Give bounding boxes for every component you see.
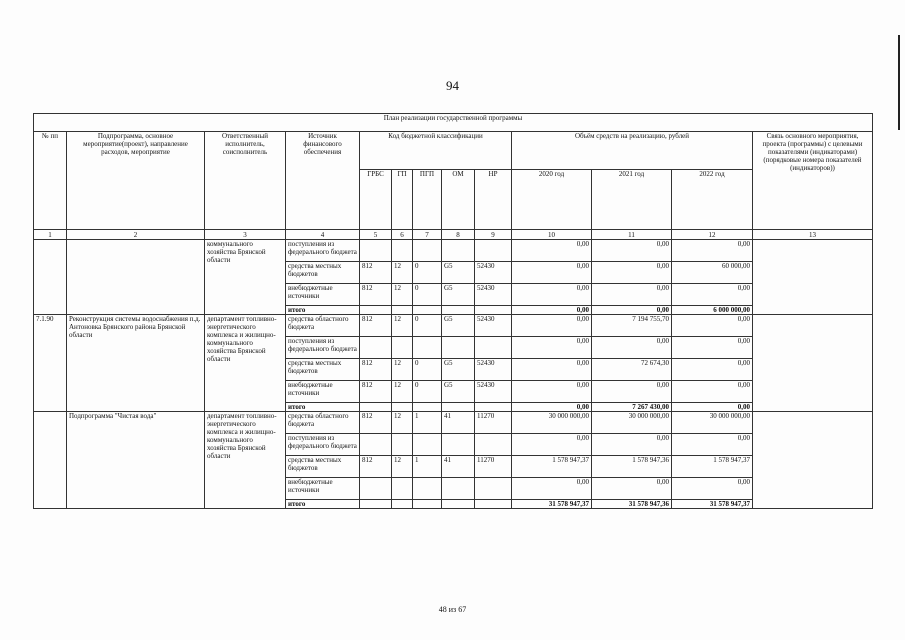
amount-2021: 0,00 xyxy=(592,262,672,284)
header-pgp: ПГП xyxy=(413,170,442,230)
amount-2022: 30 000 000,00 xyxy=(672,412,753,434)
grbs-cell: 812 xyxy=(360,315,392,337)
header-source: Источник финансового обеспечения xyxy=(286,132,360,230)
gp-cell: 12 xyxy=(392,262,413,284)
nr-cell xyxy=(475,403,512,412)
header-budget-code: Код бюджетной классификации xyxy=(360,132,512,170)
om-cell xyxy=(442,306,475,315)
nr-cell: 52430 xyxy=(475,381,512,403)
page-footer: 48 из 67 xyxy=(438,605,467,614)
grbs-cell: 812 xyxy=(360,456,392,478)
pgp-cell xyxy=(413,403,442,412)
column-number: 12 xyxy=(672,230,753,240)
amount-2020: 0,00 xyxy=(512,315,592,337)
row-number: 7.1.90 xyxy=(34,315,67,412)
amount-2021: 7 194 755,70 xyxy=(592,315,672,337)
funding-source: внебюджетные источники xyxy=(286,381,360,403)
amount-2021: 30 000 000,00 xyxy=(592,412,672,434)
amount-2021: 7 267 430,00 xyxy=(592,403,672,412)
column-number: 3 xyxy=(205,230,286,240)
header-2022: 2022 год xyxy=(672,170,753,230)
funding-source: средства местных бюджетов xyxy=(286,262,360,284)
pgp-cell: 0 xyxy=(413,381,442,403)
column-number: 4 xyxy=(286,230,360,240)
amount-2021: 0,00 xyxy=(592,240,672,262)
amount-2021: 0,00 xyxy=(592,434,672,456)
om-cell xyxy=(442,434,475,456)
amount-2022: 31 578 947,37 xyxy=(672,500,753,509)
amount-2021: 31 578 947,36 xyxy=(592,500,672,509)
nr-cell: 52430 xyxy=(475,315,512,337)
nr-cell: 11270 xyxy=(475,456,512,478)
om-cell: 41 xyxy=(442,456,475,478)
funding-source: итого xyxy=(286,500,360,509)
nr-cell xyxy=(475,240,512,262)
amount-2022: 0,00 xyxy=(672,434,753,456)
nr-cell xyxy=(475,337,512,359)
subprogram-cell: Реконструкция системы водоснабжения п.д. Антоновка Брянского района Брянской области xyxy=(67,315,205,412)
header-num: № пп xyxy=(34,132,67,230)
nr-cell xyxy=(475,478,512,500)
indicator-link-cell xyxy=(753,412,873,509)
om-cell xyxy=(442,403,475,412)
amount-2020: 0,00 xyxy=(512,478,592,500)
amount-2020: 0,00 xyxy=(512,359,592,381)
pgp-cell xyxy=(413,434,442,456)
nr-cell: 52430 xyxy=(475,284,512,306)
header-gp: ГП xyxy=(392,170,413,230)
column-number: 2 xyxy=(67,230,205,240)
amount-2022: 0,00 xyxy=(672,240,753,262)
funding-source: средства местных бюджетов xyxy=(286,359,360,381)
gp-cell xyxy=(392,434,413,456)
funding-source: итого xyxy=(286,403,360,412)
header-row-1 xyxy=(34,132,873,170)
responsible-cell: департамент топливно-энергетического комплекса и жилищно-коммунального хозяйства Брянской области xyxy=(205,412,286,509)
pgp-cell xyxy=(413,500,442,509)
amount-2022: 0,00 xyxy=(672,381,753,403)
funding-source: итого xyxy=(286,306,360,315)
column-number: 11 xyxy=(592,230,672,240)
column-number: 8 xyxy=(442,230,475,240)
gp-cell xyxy=(392,240,413,262)
indicator-link-cell xyxy=(753,240,873,315)
pgp-cell: 0 xyxy=(413,262,442,284)
amount-2020: 0,00 xyxy=(512,381,592,403)
column-number: 7 xyxy=(413,230,442,240)
funding-source: средства местных бюджетов xyxy=(286,456,360,478)
grbs-cell xyxy=(360,434,392,456)
amount-2021: 1 578 947,36 xyxy=(592,456,672,478)
amount-2021: 0,00 xyxy=(592,284,672,306)
header-link: Связь основного мероприятия, проекта (программы) с целевыми показателями (индикаторами) (порядковые номера показателей (индикаторов)) xyxy=(753,132,873,230)
nr-cell: 52430 xyxy=(475,359,512,381)
amount-2021: 0,00 xyxy=(592,381,672,403)
grbs-cell xyxy=(360,337,392,359)
funding-source: поступления из федерального бюджета xyxy=(286,434,360,456)
funding-source: внебюджетные источники xyxy=(286,478,360,500)
amount-2022: 6 000 000,00 xyxy=(672,306,753,315)
gp-cell: 12 xyxy=(392,284,413,306)
responsible-cell: коммунального хозяйства Брянской области xyxy=(205,240,286,315)
om-cell: G5 xyxy=(442,315,475,337)
amount-2020: 0,00 xyxy=(512,434,592,456)
funding-source: внебюджетные источники xyxy=(286,284,360,306)
column-number: 10 xyxy=(512,230,592,240)
header-2020: 2020 год xyxy=(512,170,592,230)
om-cell: G5 xyxy=(442,381,475,403)
amount-2022: 60 000,00 xyxy=(672,262,753,284)
pgp-cell: 0 xyxy=(413,315,442,337)
header-nr: НР xyxy=(475,170,512,230)
row-number xyxy=(34,240,67,315)
amount-2020: 31 578 947,37 xyxy=(512,500,592,509)
nr-cell: 11270 xyxy=(475,412,512,434)
gp-cell xyxy=(392,478,413,500)
pgp-cell xyxy=(413,337,442,359)
pgp-cell xyxy=(413,306,442,315)
subprogram-cell: Подпрограмма "Чистая вода" xyxy=(67,412,205,509)
nr-cell xyxy=(475,434,512,456)
column-number: 1 xyxy=(34,230,67,240)
funding-source: средства областного бюджета xyxy=(286,315,360,337)
header-volume: Объём средств на реализацию, рублей xyxy=(512,132,753,170)
om-cell xyxy=(442,240,475,262)
gp-cell: 12 xyxy=(392,315,413,337)
pgp-cell: 0 xyxy=(413,284,442,306)
grbs-cell: 812 xyxy=(360,284,392,306)
om-cell xyxy=(442,478,475,500)
gp-cell xyxy=(392,306,413,315)
table-row xyxy=(34,240,873,262)
gp-cell xyxy=(392,337,413,359)
amount-2021: 0,00 xyxy=(592,337,672,359)
om-cell: G5 xyxy=(442,359,475,381)
amount-2020: 30 000 000,00 xyxy=(512,412,592,434)
plan-body xyxy=(34,240,873,509)
amount-2020: 0,00 xyxy=(512,262,592,284)
pgp-cell: 1 xyxy=(413,412,442,434)
gp-cell xyxy=(392,403,413,412)
nr-cell xyxy=(475,500,512,509)
column-number: 6 xyxy=(392,230,413,240)
amount-2021: 0,00 xyxy=(592,478,672,500)
amount-2020: 0,00 xyxy=(512,403,592,412)
amount-2022: 0,00 xyxy=(672,337,753,359)
gp-cell: 12 xyxy=(392,456,413,478)
pgp-cell: 1 xyxy=(413,456,442,478)
amount-2020: 0,00 xyxy=(512,306,592,315)
table-title: План реализации государственной программы xyxy=(34,114,873,132)
column-number: 5 xyxy=(360,230,392,240)
page-number: 94 xyxy=(446,78,459,93)
amount-2022: 0,00 xyxy=(672,478,753,500)
grbs-cell: 812 xyxy=(360,262,392,284)
row-number xyxy=(34,412,67,509)
plan-table xyxy=(33,113,873,509)
grbs-cell xyxy=(360,306,392,315)
funding-source: поступления из федерального бюджета xyxy=(286,240,360,262)
column-number-row xyxy=(34,230,873,240)
grbs-cell xyxy=(360,403,392,412)
pgp-cell: 0 xyxy=(413,359,442,381)
om-cell: G5 xyxy=(442,284,475,306)
nr-cell xyxy=(475,306,512,315)
column-number: 9 xyxy=(475,230,512,240)
header-subprogram: Подпрограмма, основное мероприятие(проект), направление расходов, мероприятие xyxy=(67,132,205,230)
grbs-cell: 812 xyxy=(360,359,392,381)
grbs-cell xyxy=(360,478,392,500)
title-row xyxy=(34,114,873,132)
grbs-cell xyxy=(360,240,392,262)
om-cell: 41 xyxy=(442,412,475,434)
gp-cell: 12 xyxy=(392,412,413,434)
subprogram-cell xyxy=(67,240,205,315)
amount-2020: 0,00 xyxy=(512,284,592,306)
responsible-cell: департамент топливно-энергетического комплекса и жилищно-коммунального хозяйства Брянской области xyxy=(205,315,286,412)
indicator-link-cell xyxy=(753,315,873,412)
amount-2020: 0,00 xyxy=(512,240,592,262)
header-2021: 2021 год xyxy=(592,170,672,230)
header-grbs: ГРБС xyxy=(360,170,392,230)
grbs-cell: 812 xyxy=(360,381,392,403)
grbs-cell xyxy=(360,500,392,509)
funding-source: поступления из федерального бюджета xyxy=(286,337,360,359)
amount-2021: 0,00 xyxy=(592,306,672,315)
amount-2022: 0,00 xyxy=(672,403,753,412)
om-cell xyxy=(442,500,475,509)
header-om: ОМ xyxy=(442,170,475,230)
amount-2022: 0,00 xyxy=(672,315,753,337)
nr-cell: 52430 xyxy=(475,262,512,284)
header-responsible: Ответственный исполнитель, соисполнитель xyxy=(205,132,286,230)
gp-cell: 12 xyxy=(392,381,413,403)
amount-2022: 0,00 xyxy=(672,284,753,306)
pgp-cell xyxy=(413,240,442,262)
funding-source: средства областного бюджета xyxy=(286,412,360,434)
amount-2020: 1 578 947,37 xyxy=(512,456,592,478)
amount-2021: 72 674,30 xyxy=(592,359,672,381)
column-number: 13 xyxy=(753,230,873,240)
gp-cell: 12 xyxy=(392,359,413,381)
gp-cell xyxy=(392,500,413,509)
amount-2020: 0,00 xyxy=(512,337,592,359)
amount-2022: 1 578 947,37 xyxy=(672,456,753,478)
pgp-cell xyxy=(413,478,442,500)
grbs-cell: 812 xyxy=(360,412,392,434)
table-row xyxy=(34,412,873,434)
om-cell xyxy=(442,337,475,359)
table-row xyxy=(34,315,873,337)
om-cell: G5 xyxy=(442,262,475,284)
amount-2022: 0,00 xyxy=(672,359,753,381)
